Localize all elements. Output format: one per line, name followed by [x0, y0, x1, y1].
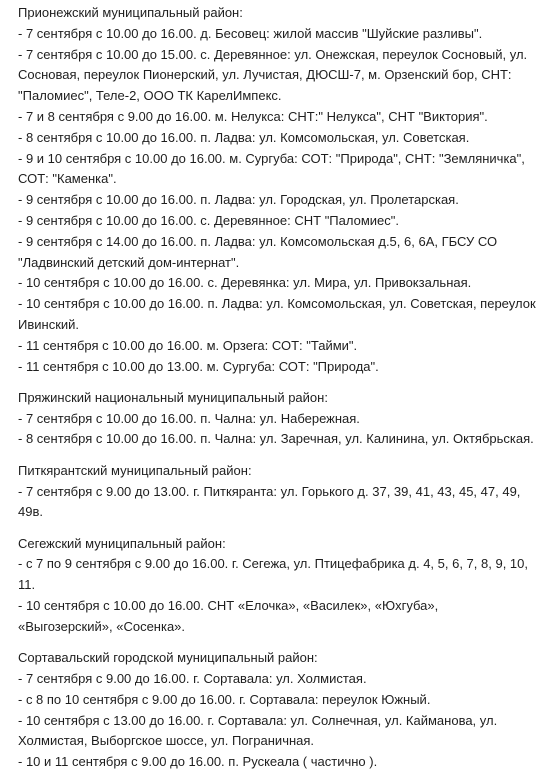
district-title: Прионежский муниципальный район: [18, 5, 243, 20]
schedule-item: - 7 сентября с 9.00 до 16.00. г. Сортавала: ул. Холмистая. [18, 670, 367, 686]
schedule-item: - с 7 по 9 сентября с 9.00 до 16.00. г. Сегежа, ул. Птицефабрика д. 4, 5, 6, 7, 8, 9, 10, 11. [18, 556, 528, 593]
schedule-item: - с 8 по 10 сентября с 9.00 до 16.00. г. Сортавала: переулок Южный. [18, 691, 431, 707]
district-title: Питкярантский муниципальный район: [18, 462, 252, 478]
schedule-item: - 11 сентября с 10.00 до 16.00. м. Орзега: СОТ: "Тайми". [18, 337, 358, 353]
district-title: Сортавальский городской муниципальный район: [18, 650, 318, 666]
schedule-item: - 7 сентября с 10.00 до 15.00. с. Деревянное: ул. Онежская, переулок Сосновый, ул. Сосновая, переулок Пионерский, ул. Лучистая, ДЮСШ-7, м. Орзенский бор, СНТ: "Паломиес", Теле-2, ООО ТК КарелИмпекс. [18, 46, 528, 104]
schedule-item: - 8 сентября с 10.00 до 16.00. п. Чална: ул. Заречная, ул. Калинина, ул. Октябрьская. [18, 431, 534, 447]
district-title: Пряжинский национальный муниципальный район: [18, 389, 328, 405]
schedule-item: - 9 сентября с 10.00 до 16.00. п. Ладва: ул. Городская, ул. Пролетарская. [18, 192, 459, 208]
schedule-item: - 9 и 10 сентября с 10.00 до 16.00. м. Сургуба: СОТ: "Природа", СНТ: "Земляничка", СОТ: "Каменка". [18, 150, 525, 187]
district-section-segezhsky [18, 534, 536, 638]
district-section-pryazhinsky [18, 388, 536, 450]
schedule-item: - 10 сентября с 10.00 до 16.00. СНТ «Елочка», «Василек», «Юхгуба», «Выгозерский», «Сосенка». [18, 598, 439, 634]
schedule-item: - 9 сентября с 10.00 до 16.00. с. Деревянное: СНТ "Паломиес". [18, 212, 399, 228]
schedule-item: - 8 сентября с 10.00 до 16.00. п. Ладва: ул. Комсомольская, ул. Советская. [18, 129, 470, 145]
schedule-item: - 7 сентября с 10.00 до 16.00. д. Бесовец: жилой массив "Шуйские разливы". [18, 25, 483, 41]
district-section-pitkyarantsky [18, 461, 536, 523]
schedule-item: - 7 сентября с 9.00 до 13.00. г. Питкяранта: ул. Горького д. 37, 39, 41, 43, 45, 47, 49, 49в. [18, 483, 521, 520]
district-section-prionezhsky [18, 3, 536, 377]
schedule-item: - 9 сентября с 14.00 до 16.00. п. Ладва: ул. Комсомольская д.5, 6, 6А, ГБСУ СО "Ладвинский детский дом-интернат". [18, 233, 498, 270]
schedule-item: - 7 и 8 сентября с 9.00 до 16.00. м. Нелукса: СНТ:" Нелукса", СНТ "Виктория". [18, 108, 488, 124]
schedule-item: - 7 сентября с 10.00 до 16.00. п. Чална: ул. Набережная. [18, 410, 360, 426]
district-title: Сегежский муниципальный район: [18, 535, 226, 551]
schedule-item: - 10 сентября с 10.00 до 16.00. с. Деревянка: ул. Мира, ул. Привокзальная. [18, 275, 472, 291]
schedule-item: - 10 сентября с 10.00 до 16.00. п. Ладва: ул. Комсомольская, ул. Советская, переулок Ивинский. [18, 296, 536, 332]
schedule-item: - 10 сентября с 13.00 до 16.00. г. Сортавала: ул. Солнечная, ул. Кайманова, ул. Холмистая, Выборгское шоссе, ул. Пограничная. [18, 712, 498, 749]
schedule-item: - 10 и 11 сентября с 9.00 до 16.00. п. Рускеала ( частично ). [18, 754, 378, 770]
district-section-sortavalsky [18, 648, 536, 773]
schedule-item: - 11 сентября с 10.00 до 13.00. м. Сургуба: СОТ: "Природа". [18, 358, 379, 374]
